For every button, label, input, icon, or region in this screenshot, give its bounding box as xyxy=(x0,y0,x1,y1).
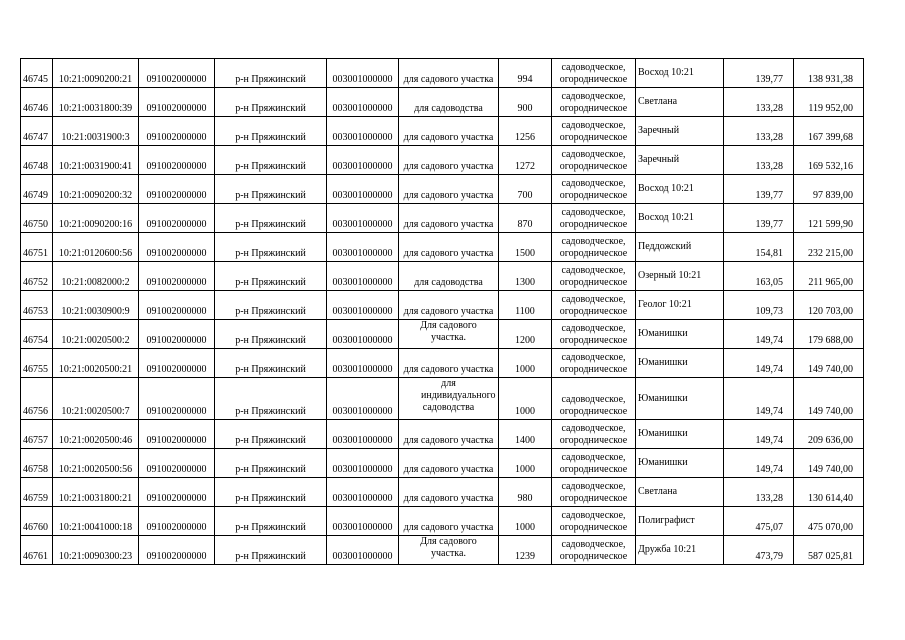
cadastral-value-cell: 97 839,00 xyxy=(794,175,864,204)
district-cell: р-н Пряжинский xyxy=(215,175,327,204)
land-purpose-text: для садового участка xyxy=(403,364,494,375)
category-code-cell: 003001000000 xyxy=(327,262,399,291)
usage-type-line-1: садоводческое, xyxy=(561,423,626,434)
cadastral-value-cell: 211 965,00 xyxy=(794,262,864,291)
district-cell: р-н Пряжинский xyxy=(215,449,327,478)
settlement-name-cell: Юманишки xyxy=(636,449,724,478)
area-cell: 980 xyxy=(499,478,552,507)
usage-type-cell xyxy=(552,204,636,233)
district-cell: р-н Пряжинский xyxy=(215,262,327,291)
land-purpose-cell xyxy=(399,349,499,378)
usage-type-line-1: садоводческое, xyxy=(561,207,626,218)
usage-type-line-1: садоводческое, xyxy=(561,352,626,363)
district-cell: р-н Пряжинский xyxy=(215,320,327,349)
area-cell: 1500 xyxy=(499,233,552,262)
category-code-cell: 003001000000 xyxy=(327,204,399,233)
cadastral-value-cell: 232 215,00 xyxy=(794,233,864,262)
land-purpose-cell xyxy=(399,204,499,233)
category-code-cell: 003001000000 xyxy=(327,349,399,378)
settlement-name-cell: Озерный 10:21 xyxy=(636,262,724,291)
table-row xyxy=(21,146,864,175)
category-code-cell: 003001000000 xyxy=(327,420,399,449)
table-row xyxy=(21,262,864,291)
district-cell: р-н Пряжинский xyxy=(215,478,327,507)
land-purpose-cell xyxy=(399,262,499,291)
usage-type-line-2: огородническое xyxy=(559,74,628,85)
settlement-name-cell: Заречный xyxy=(636,117,724,146)
district-cell: р-н Пряжинский xyxy=(215,536,327,565)
cadastral-value-cell: 138 931,38 xyxy=(794,59,864,88)
row-id-cell: 46760 xyxy=(21,507,53,536)
usage-type-line-2: огородническое xyxy=(559,364,628,375)
table-row xyxy=(21,349,864,378)
area-cell: 1272 xyxy=(499,146,552,175)
cadastral-number-cell: 10:21:0020500:46 xyxy=(53,420,139,449)
cadastral-value-cell: 149 740,00 xyxy=(794,449,864,478)
area-cell: 1000 xyxy=(499,507,552,536)
table-row xyxy=(21,59,864,88)
usage-type-line-2: огородническое xyxy=(559,277,628,288)
cadastral-value-cell: 149 740,00 xyxy=(794,378,864,420)
specific-value-cell: 149,74 xyxy=(724,420,794,449)
category-code-cell: 003001000000 xyxy=(327,320,399,349)
cadastral-value-cell: 121 599,90 xyxy=(794,204,864,233)
settlement-name-cell: Восход 10:21 xyxy=(636,175,724,204)
usage-type-line-2: огородническое xyxy=(559,406,628,417)
okato-code-cell: 091002000000 xyxy=(139,449,215,478)
usage-type-line-1: садоводческое, xyxy=(561,294,626,305)
land-purpose-cell xyxy=(399,117,499,146)
usage-type-line-2: огородническое xyxy=(559,493,628,504)
land-purpose-cell xyxy=(399,449,499,478)
land-purpose-cell xyxy=(399,291,499,320)
specific-value-cell: 149,74 xyxy=(724,320,794,349)
okato-code-cell: 091002000000 xyxy=(139,349,215,378)
land-purpose-cell xyxy=(399,536,499,565)
land-purpose-text: для садового участка xyxy=(403,464,494,475)
row-id-cell: 46757 xyxy=(21,420,53,449)
row-id-cell: 46756 xyxy=(21,378,53,420)
usage-type-cell xyxy=(552,291,636,320)
cadastral-number-cell: 10:21:0020500:56 xyxy=(53,449,139,478)
settlement-name-cell: Юманишки xyxy=(636,378,724,420)
usage-type-line-2: огородническое xyxy=(559,103,628,114)
row-id-cell: 46754 xyxy=(21,320,53,349)
okato-code-cell: 091002000000 xyxy=(139,536,215,565)
settlement-name-cell: Юманишки xyxy=(636,349,724,378)
cadastral-value-cell: 587 025,81 xyxy=(794,536,864,565)
district-cell: р-н Пряжинский xyxy=(215,59,327,88)
category-code-cell: 003001000000 xyxy=(327,233,399,262)
usage-type-cell xyxy=(552,59,636,88)
table-row xyxy=(21,233,864,262)
category-code-cell: 003001000000 xyxy=(327,88,399,117)
land-purpose-text: для садового участка xyxy=(403,74,494,85)
settlement-name-cell: Полиграфист xyxy=(636,507,724,536)
table-row xyxy=(21,449,864,478)
land-purpose-cell xyxy=(399,420,499,449)
usage-type-cell xyxy=(552,378,636,420)
cadastral-number-cell: 10:21:0031800:21 xyxy=(53,478,139,507)
table-row xyxy=(21,478,864,507)
land-purpose-cell xyxy=(399,378,499,420)
area-cell: 1000 xyxy=(499,378,552,420)
category-code-cell: 003001000000 xyxy=(327,536,399,565)
land-purpose-text: для садового участка xyxy=(403,219,494,230)
cadastral-number-cell: 10:21:0090300:23 xyxy=(53,536,139,565)
settlement-name-cell: Восход 10:21 xyxy=(636,204,724,233)
area-cell: 1000 xyxy=(499,449,552,478)
row-id-cell: 46761 xyxy=(21,536,53,565)
table-row xyxy=(21,88,864,117)
table-row xyxy=(21,117,864,146)
district-cell: р-н Пряжинский xyxy=(215,507,327,536)
land-purpose-text: для садового участка xyxy=(403,493,494,504)
table-row xyxy=(21,175,864,204)
district-cell: р-н Пряжинский xyxy=(215,349,327,378)
cadastral-number-cell: 10:21:0031900:3 xyxy=(53,117,139,146)
okato-code-cell: 091002000000 xyxy=(139,320,215,349)
okato-code-cell: 091002000000 xyxy=(139,233,215,262)
usage-type-cell xyxy=(552,233,636,262)
cadastral-number-cell: 10:21:0031800:39 xyxy=(53,88,139,117)
land-purpose-text: Для садового участка. xyxy=(420,536,477,559)
cadastral-number-cell: 10:21:0031900:41 xyxy=(53,146,139,175)
row-id-cell: 46750 xyxy=(21,204,53,233)
cadastral-value-cell: 149 740,00 xyxy=(794,349,864,378)
usage-type-line-1: садоводческое, xyxy=(561,452,626,463)
usage-type-cell xyxy=(552,507,636,536)
land-purpose-cell xyxy=(399,88,499,117)
usage-type-line-1: садоводческое, xyxy=(561,236,626,247)
usage-type-line-2: огородническое xyxy=(559,335,628,346)
usage-type-cell xyxy=(552,478,636,507)
specific-value-cell: 133,28 xyxy=(724,88,794,117)
land-purpose-cell xyxy=(399,175,499,204)
cadastral-number-cell: 10:21:0082000:2 xyxy=(53,262,139,291)
row-id-cell: 46759 xyxy=(21,478,53,507)
area-cell: 1000 xyxy=(499,349,552,378)
cadastral-table xyxy=(20,58,864,565)
usage-type-line-2: огородническое xyxy=(559,219,628,230)
settlement-name-cell: Заречный xyxy=(636,146,724,175)
land-purpose-text: для садового участка xyxy=(403,248,494,259)
settlement-name-cell: Восход 10:21 xyxy=(636,59,724,88)
okato-code-cell: 091002000000 xyxy=(139,146,215,175)
usage-type-line-1: садоводческое, xyxy=(561,539,626,550)
land-purpose-text: для индивидуального садоводства xyxy=(421,378,496,413)
area-cell: 1200 xyxy=(499,320,552,349)
settlement-name-cell: Юманишки xyxy=(636,420,724,449)
table-row xyxy=(21,536,864,565)
area-cell: 1100 xyxy=(499,291,552,320)
settlement-name-cell: Светлана xyxy=(636,478,724,507)
usage-type-line-1: садоводческое, xyxy=(561,481,626,492)
area-cell: 870 xyxy=(499,204,552,233)
category-code-cell: 003001000000 xyxy=(327,291,399,320)
usage-type-line-2: огородническое xyxy=(559,464,628,475)
cadastral-value-cell: 179 688,00 xyxy=(794,320,864,349)
land-purpose-text: Для садового участка. xyxy=(420,320,477,343)
cadastral-value-cell: 169 532,16 xyxy=(794,146,864,175)
usage-type-line-2: огородническое xyxy=(559,132,628,143)
area-cell: 1400 xyxy=(499,420,552,449)
category-code-cell: 003001000000 xyxy=(327,378,399,420)
specific-value-cell: 149,74 xyxy=(724,349,794,378)
land-purpose-cell xyxy=(399,320,499,349)
cadastral-value-cell: 167 399,68 xyxy=(794,117,864,146)
land-purpose-text: для садового участка xyxy=(403,306,494,317)
usage-type-line-2: огородническое xyxy=(559,306,628,317)
row-id-cell: 46755 xyxy=(21,349,53,378)
specific-value-cell: 133,28 xyxy=(724,146,794,175)
district-cell: р-н Пряжинский xyxy=(215,88,327,117)
land-purpose-text: для садового участка xyxy=(403,161,494,172)
row-id-cell: 46758 xyxy=(21,449,53,478)
cadastral-value-cell: 475 070,00 xyxy=(794,507,864,536)
cadastral-number-cell: 10:21:0090200:32 xyxy=(53,175,139,204)
row-id-cell: 46749 xyxy=(21,175,53,204)
specific-value-cell: 149,74 xyxy=(724,378,794,420)
table-body xyxy=(21,59,864,565)
okato-code-cell: 091002000000 xyxy=(139,175,215,204)
okato-code-cell: 091002000000 xyxy=(139,378,215,420)
area-cell: 700 xyxy=(499,175,552,204)
district-cell: р-н Пряжинский xyxy=(215,204,327,233)
settlement-name-cell: Дружба 10:21 xyxy=(636,536,724,565)
district-cell: р-н Пряжинский xyxy=(215,378,327,420)
land-purpose-cell xyxy=(399,507,499,536)
area-cell: 900 xyxy=(499,88,552,117)
cadastral-value-cell: 120 703,00 xyxy=(794,291,864,320)
specific-value-cell: 109,73 xyxy=(724,291,794,320)
land-purpose-text: для садового участка xyxy=(403,190,494,201)
settlement-name-cell: Геолог 10:21 xyxy=(636,291,724,320)
row-id-cell: 46751 xyxy=(21,233,53,262)
cadastral-number-cell: 10:21:0020500:21 xyxy=(53,349,139,378)
settlement-name-cell: Юманишки xyxy=(636,320,724,349)
row-id-cell: 46745 xyxy=(21,59,53,88)
usage-type-cell xyxy=(552,349,636,378)
usage-type-cell xyxy=(552,449,636,478)
land-purpose-text: для садоводства xyxy=(414,103,483,114)
specific-value-cell: 139,77 xyxy=(724,204,794,233)
cadastral-number-cell: 10:21:0041000:18 xyxy=(53,507,139,536)
district-cell: р-н Пряжинский xyxy=(215,291,327,320)
district-cell: р-н Пряжинский xyxy=(215,117,327,146)
cadastral-number-cell: 10:21:0090200:21 xyxy=(53,59,139,88)
usage-type-line-1: садоводческое, xyxy=(561,62,626,73)
usage-type-line-1: садоводческое, xyxy=(561,510,626,521)
area-cell: 1256 xyxy=(499,117,552,146)
land-purpose-text: для садоводства xyxy=(414,277,483,288)
land-purpose-text: для садового участка xyxy=(403,522,494,533)
usage-type-cell xyxy=(552,536,636,565)
category-code-cell: 003001000000 xyxy=(327,146,399,175)
land-purpose-cell xyxy=(399,478,499,507)
table-row xyxy=(21,204,864,233)
category-code-cell: 003001000000 xyxy=(327,59,399,88)
usage-type-line-1: садоводческое, xyxy=(561,265,626,276)
usage-type-line-2: огородническое xyxy=(559,190,628,201)
usage-type-line-2: огородническое xyxy=(559,248,628,259)
usage-type-line-2: огородническое xyxy=(559,522,628,533)
table-row xyxy=(21,291,864,320)
category-code-cell: 003001000000 xyxy=(327,478,399,507)
usage-type-line-1: садоводческое, xyxy=(561,120,626,131)
usage-type-cell xyxy=(552,420,636,449)
cadastral-number-cell: 10:21:0020500:7 xyxy=(53,378,139,420)
usage-type-line-2: огородническое xyxy=(559,551,628,562)
specific-value-cell: 154,81 xyxy=(724,233,794,262)
okato-code-cell: 091002000000 xyxy=(139,262,215,291)
okato-code-cell: 091002000000 xyxy=(139,204,215,233)
usage-type-cell xyxy=(552,262,636,291)
specific-value-cell: 133,28 xyxy=(724,117,794,146)
okato-code-cell: 091002000000 xyxy=(139,88,215,117)
specific-value-cell: 473,79 xyxy=(724,536,794,565)
usage-type-cell xyxy=(552,146,636,175)
usage-type-cell xyxy=(552,117,636,146)
usage-type-line-1: садоводческое, xyxy=(561,149,626,160)
row-id-cell: 46748 xyxy=(21,146,53,175)
okato-code-cell: 091002000000 xyxy=(139,59,215,88)
category-code-cell: 003001000000 xyxy=(327,507,399,536)
usage-type-line-2: огородническое xyxy=(559,161,628,172)
table-row xyxy=(21,507,864,536)
settlement-name-cell: Педдожский xyxy=(636,233,724,262)
land-purpose-cell xyxy=(399,233,499,262)
usage-type-line-1: садоводческое, xyxy=(561,323,626,334)
category-code-cell: 003001000000 xyxy=(327,175,399,204)
cadastral-value-cell: 119 952,00 xyxy=(794,88,864,117)
district-cell: р-н Пряжинский xyxy=(215,420,327,449)
okato-code-cell: 091002000000 xyxy=(139,291,215,320)
cadastral-number-cell: 10:21:0120600:56 xyxy=(53,233,139,262)
specific-value-cell: 149,74 xyxy=(724,449,794,478)
land-purpose-text: для садового участка xyxy=(403,132,494,143)
usage-type-line-1: садоводческое, xyxy=(561,394,626,405)
area-cell: 994 xyxy=(499,59,552,88)
okato-code-cell: 091002000000 xyxy=(139,117,215,146)
cadastral-number-cell: 10:21:0030900:9 xyxy=(53,291,139,320)
okato-code-cell: 091002000000 xyxy=(139,478,215,507)
category-code-cell: 003001000000 xyxy=(327,117,399,146)
cadastral-value-cell: 130 614,40 xyxy=(794,478,864,507)
land-purpose-cell xyxy=(399,146,499,175)
usage-type-cell xyxy=(552,175,636,204)
settlement-name-cell: Светлана xyxy=(636,88,724,117)
table-row xyxy=(21,320,864,349)
specific-value-cell: 139,77 xyxy=(724,59,794,88)
usage-type-line-1: садоводческое, xyxy=(561,91,626,102)
row-id-cell: 46752 xyxy=(21,262,53,291)
cadastral-number-cell: 10:21:0020500:2 xyxy=(53,320,139,349)
specific-value-cell: 163,05 xyxy=(724,262,794,291)
okato-code-cell: 091002000000 xyxy=(139,507,215,536)
area-cell: 1239 xyxy=(499,536,552,565)
row-id-cell: 46753 xyxy=(21,291,53,320)
specific-value-cell: 475,07 xyxy=(724,507,794,536)
table-row xyxy=(21,378,864,420)
cadastral-number-cell: 10:21:0090200:16 xyxy=(53,204,139,233)
row-id-cell: 46747 xyxy=(21,117,53,146)
usage-type-cell xyxy=(552,88,636,117)
category-code-cell: 003001000000 xyxy=(327,449,399,478)
cadastral-value-cell: 209 636,00 xyxy=(794,420,864,449)
district-cell: р-н Пряжинский xyxy=(215,233,327,262)
land-purpose-text: для садового участка xyxy=(403,435,494,446)
land-purpose-cell xyxy=(399,59,499,88)
usage-type-cell xyxy=(552,320,636,349)
usage-type-line-2: огородническое xyxy=(559,435,628,446)
district-cell: р-н Пряжинский xyxy=(215,146,327,175)
row-id-cell: 46746 xyxy=(21,88,53,117)
okato-code-cell: 091002000000 xyxy=(139,420,215,449)
specific-value-cell: 139,77 xyxy=(724,175,794,204)
table-row xyxy=(21,420,864,449)
usage-type-line-1: садоводческое, xyxy=(561,178,626,189)
area-cell: 1300 xyxy=(499,262,552,291)
specific-value-cell: 133,28 xyxy=(724,478,794,507)
